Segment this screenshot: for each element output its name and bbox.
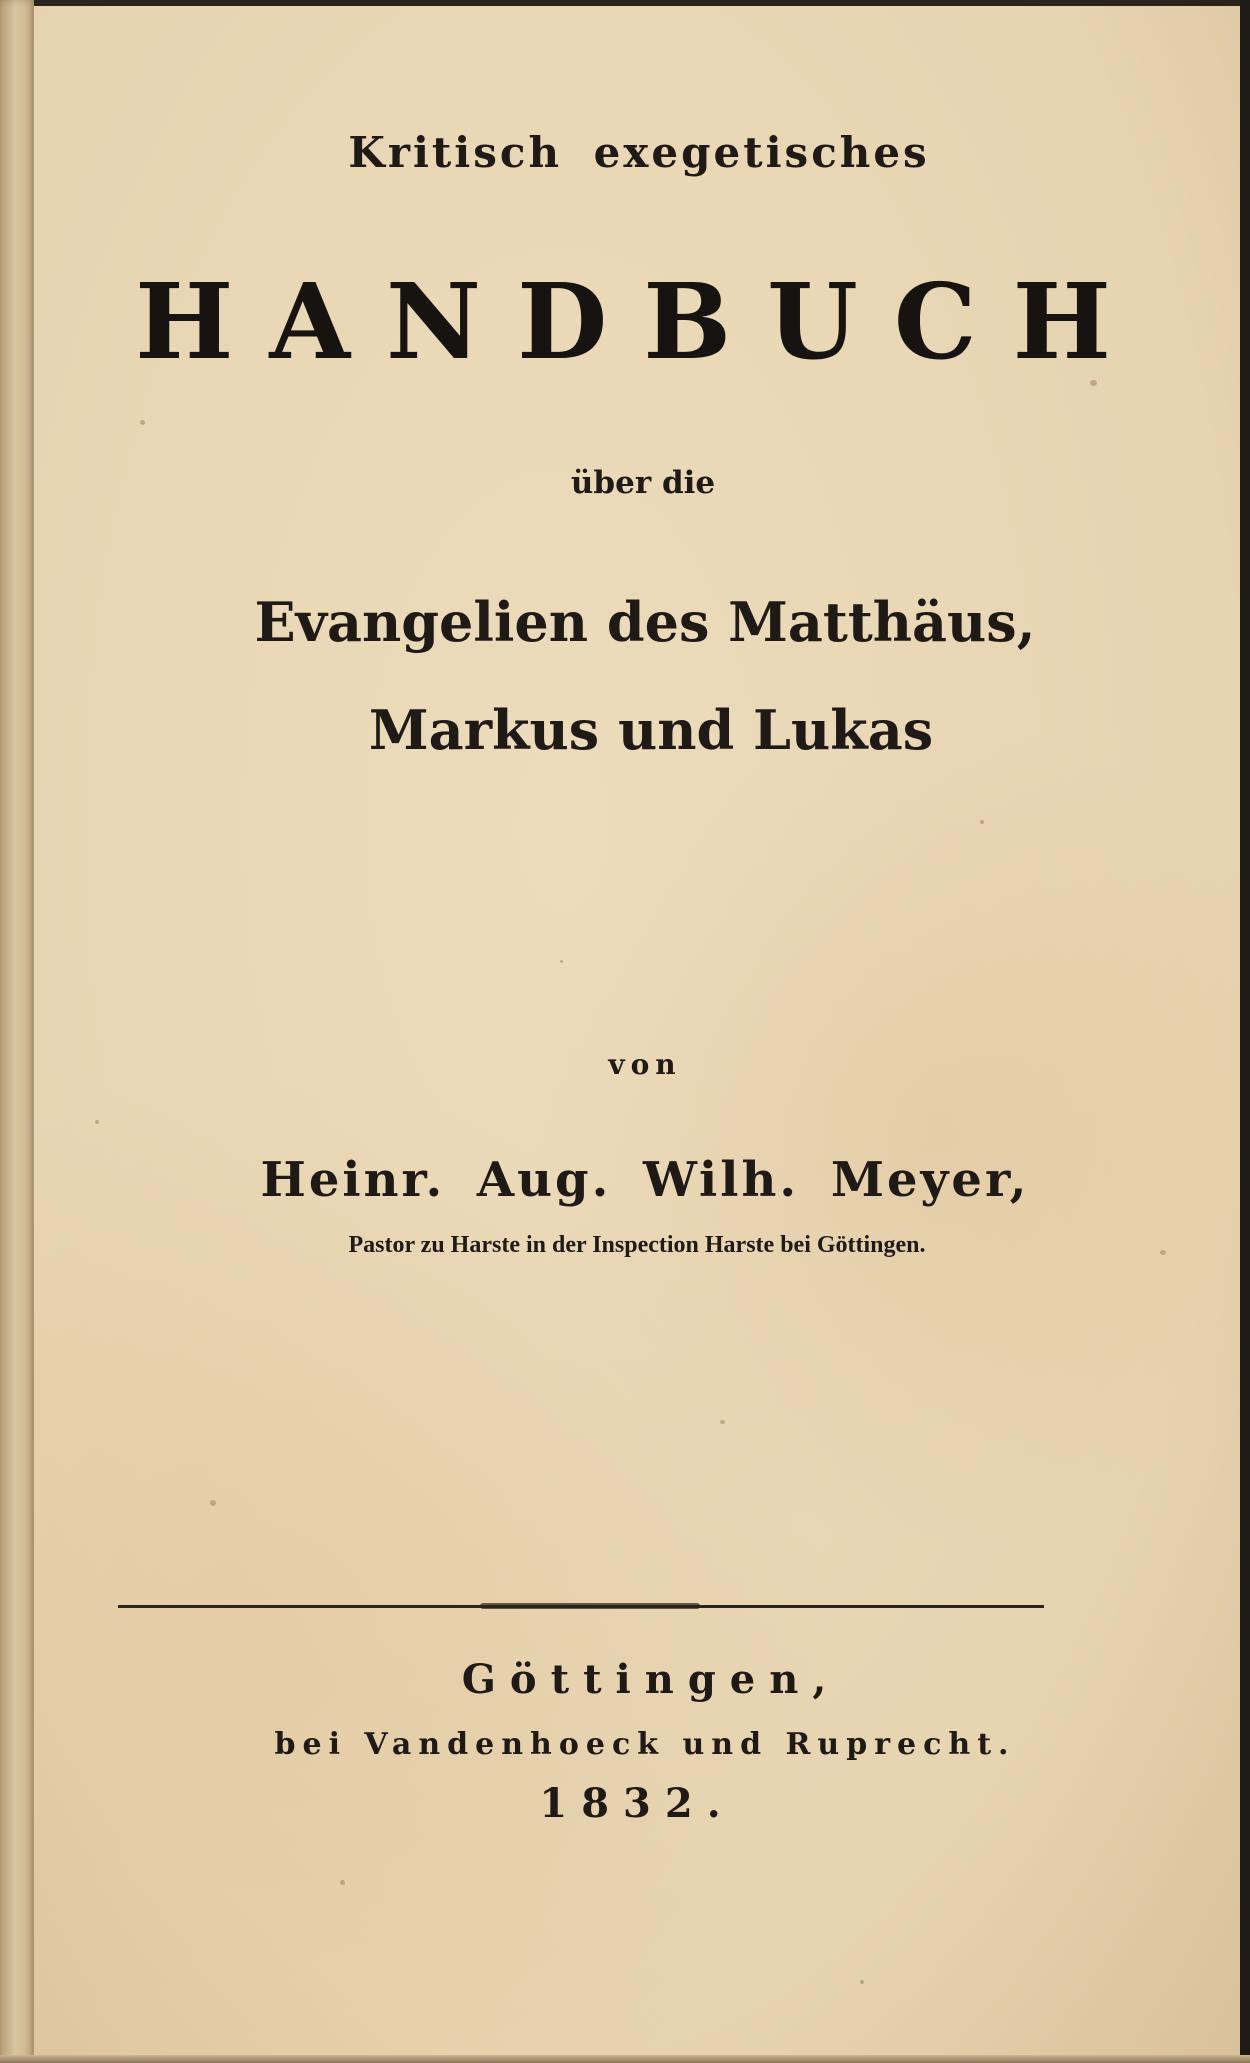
foxing-speck xyxy=(140,420,145,425)
imprint-place: Göttingen, xyxy=(461,1656,841,1703)
author-role: Pastor zu Harste in der Inspection Harste bei Göttingen. xyxy=(348,1232,926,1258)
foxing-speck xyxy=(720,1420,725,1424)
foxing-speck xyxy=(980,820,984,824)
byline-von: von xyxy=(608,1048,682,1081)
page-top-edge xyxy=(0,0,1250,6)
foxing-speck xyxy=(95,1120,99,1124)
foxing-speck xyxy=(210,1500,216,1506)
title-line-markus-lukas: Markus und Lukas xyxy=(368,698,934,762)
foxing-speck xyxy=(340,1880,345,1885)
title-line-evangelien: Evangelien des Matthäus, xyxy=(254,590,1036,654)
author-name: Heinr. Aug. Wilh. Meyer, xyxy=(260,1152,1030,1208)
title-line-ueber-die: über die xyxy=(570,465,716,501)
imprint-divider-swell xyxy=(480,1603,700,1609)
page-bottom-edge xyxy=(0,2055,1250,2063)
foxing-speck xyxy=(560,960,563,963)
imprint-publisher: bei Vandenhoeck und Ruprecht. xyxy=(274,1727,1016,1762)
imprint-year: 1832. xyxy=(539,1780,735,1827)
foxing-speck xyxy=(860,1980,864,1984)
title-line-kritisch: Kritisch exegetisches xyxy=(348,128,930,177)
title-main-handbuch: HANDBUCH xyxy=(135,260,1147,383)
